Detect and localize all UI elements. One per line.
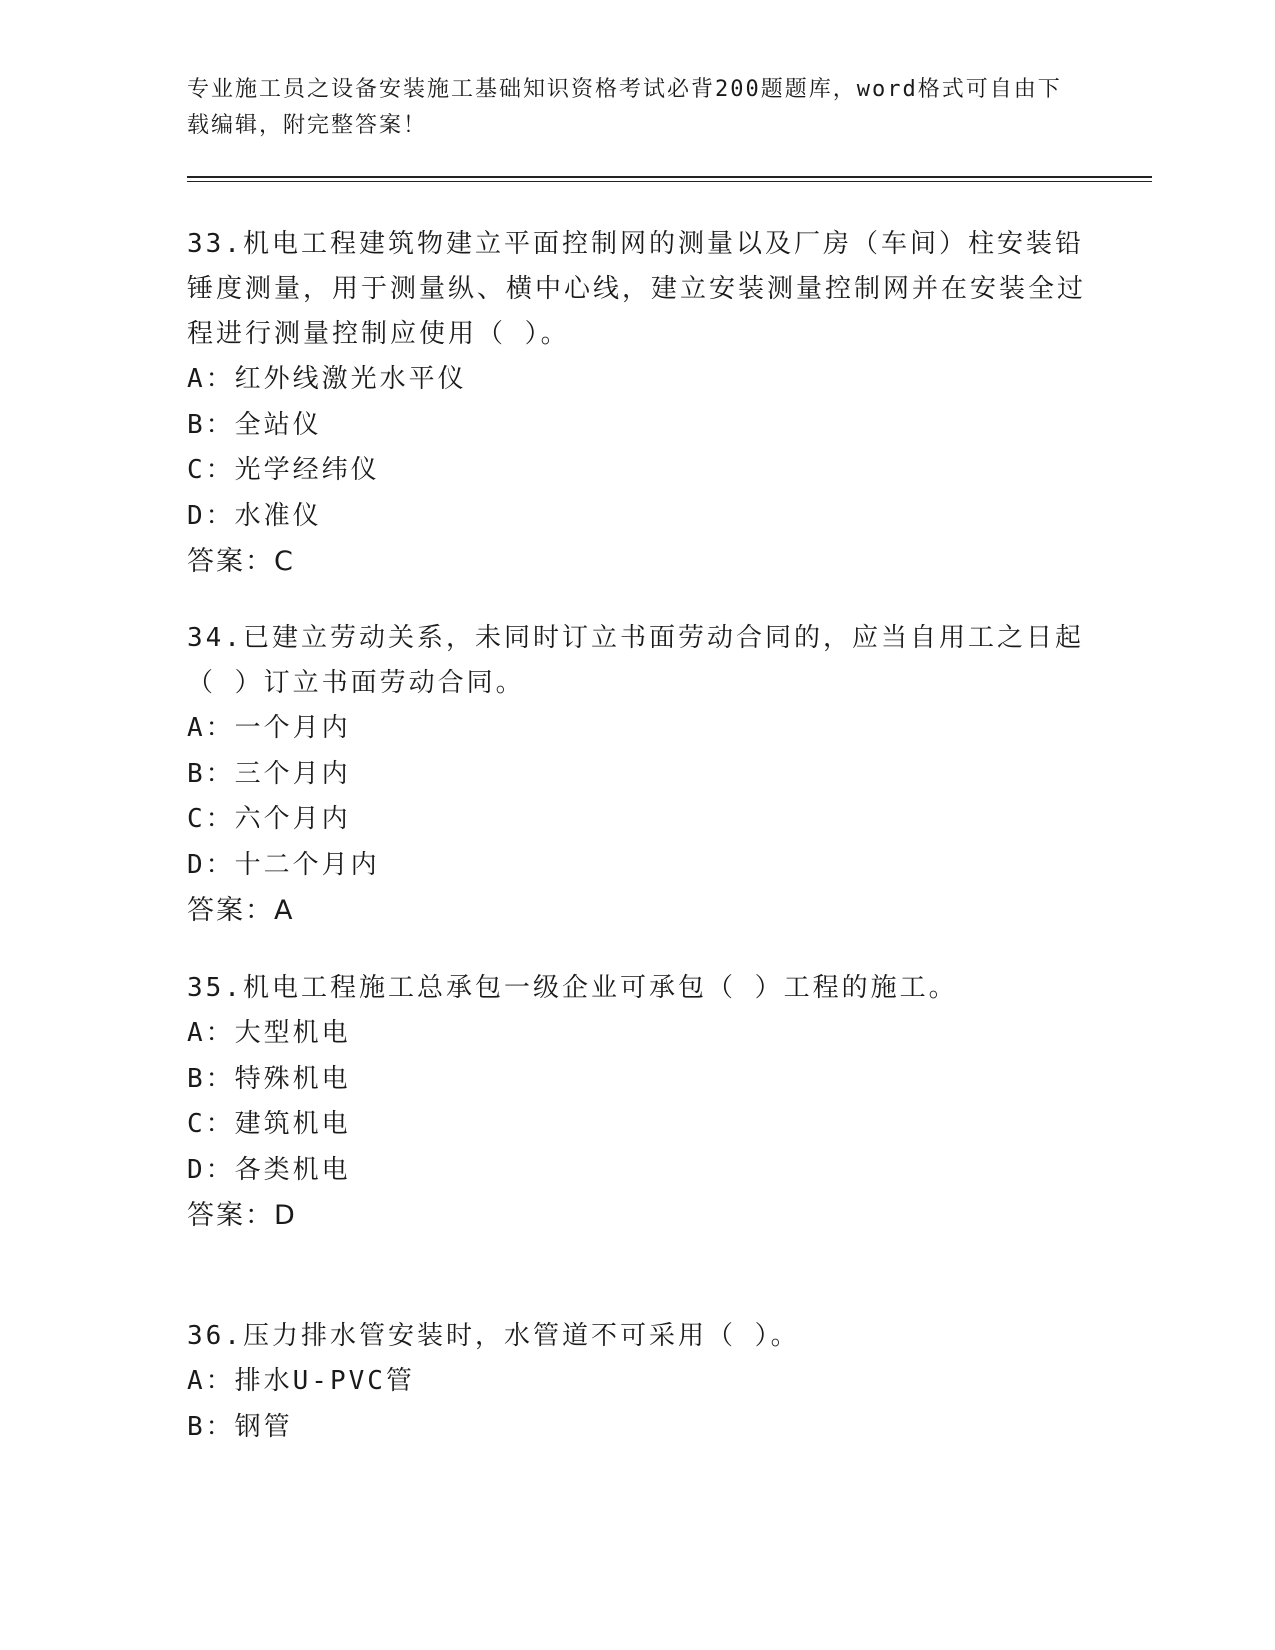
question-36 bbox=[187, 1314, 1087, 1450]
option-b: B：三个月内 bbox=[187, 758, 351, 789]
header-divider bbox=[187, 176, 1152, 182]
option-c: C：六个月内 bbox=[187, 804, 351, 834]
question-stem: 33.机电工程建筑物建立平面控制网的测量以及厂房（车间）柱安装铅锤度测量，用于测量纵、横中心线，建立安装测量控制网并在安装全过程进行测量控制应使用（ ）。 bbox=[187, 229, 1087, 349]
option-d: D：各类机电 bbox=[187, 1154, 351, 1185]
question-stem: 34.已建立劳动关系，未同时订立书面劳动合同的，应当自用工之日起（ ）订立书面劳动合同。 bbox=[187, 623, 1084, 698]
option-a: A：大型机电 bbox=[187, 1018, 351, 1048]
option-a: A：红外线激光水平仪 bbox=[187, 364, 467, 394]
answer-label: 答案：A bbox=[187, 895, 295, 926]
document-header: 专业施工员之设备安装施工基础知识资格考试必背200题题库，word格式可自由下载编辑，附完整答案！ bbox=[187, 77, 1062, 138]
question-33 bbox=[187, 222, 1087, 584]
question-34 bbox=[187, 616, 1087, 933]
question-stem: 35.机电工程施工总承包一级企业可承包（ ）工程的施工。 bbox=[187, 973, 958, 1003]
answer-label: 答案：D bbox=[187, 1200, 297, 1231]
option-a: A：一个月内 bbox=[187, 713, 351, 743]
option-a: A：排水U-PVC管 bbox=[187, 1366, 415, 1396]
option-c: C：建筑机电 bbox=[187, 1109, 351, 1139]
option-c: C：光学经纬仪 bbox=[187, 455, 380, 485]
question-35 bbox=[187, 966, 1087, 1238]
option-b: B：全站仪 bbox=[187, 409, 322, 440]
option-d: D：水准仪 bbox=[187, 500, 322, 531]
option-d: D：十二个月内 bbox=[187, 849, 380, 880]
option-b: B：特殊机电 bbox=[187, 1063, 351, 1094]
question-stem: 36.压力排水管安装时，水管道不可采用（ ）。 bbox=[187, 1321, 800, 1351]
option-b: B：钢管 bbox=[187, 1411, 293, 1442]
answer-label: 答案：C bbox=[187, 546, 295, 577]
